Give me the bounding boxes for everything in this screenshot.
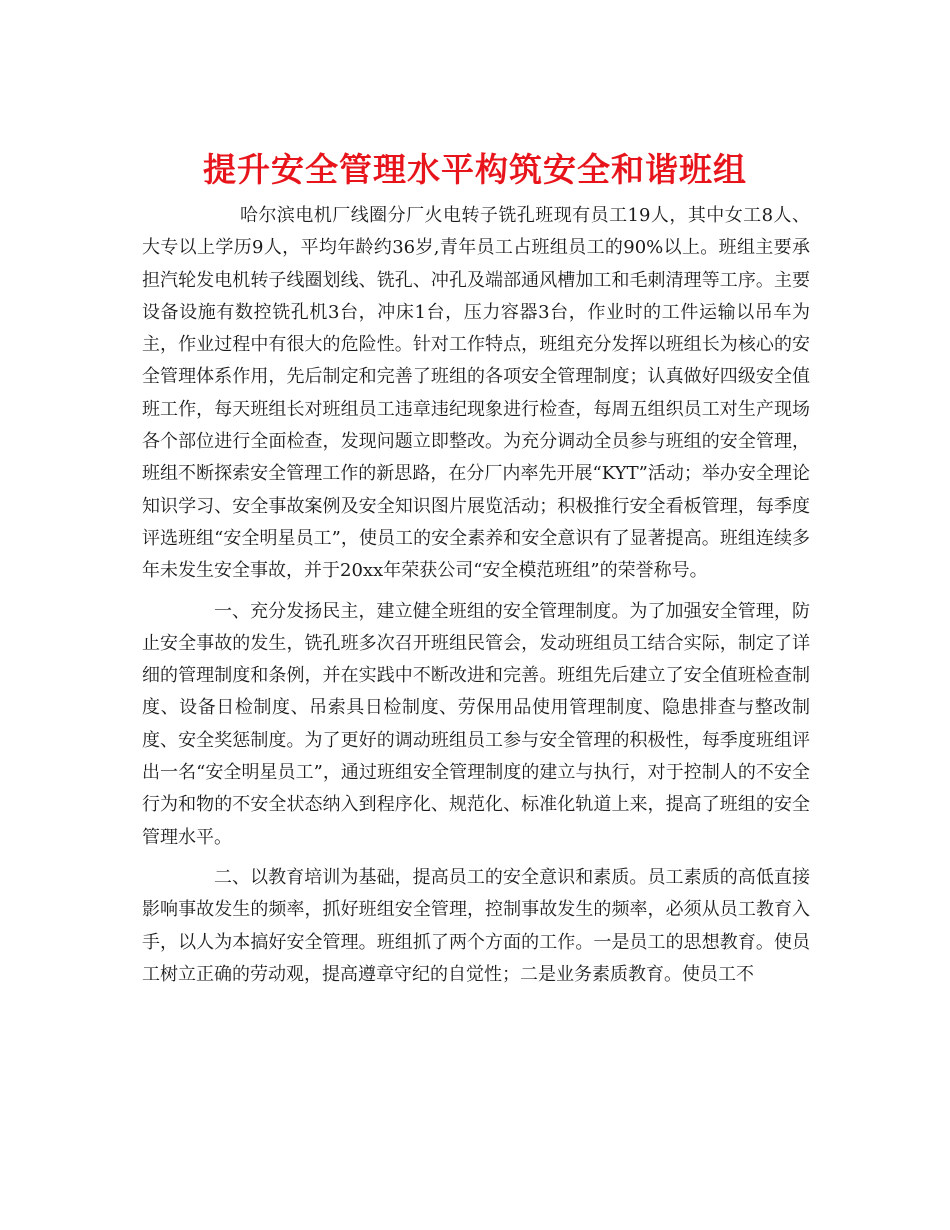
paragraph-intro: 哈尔滨电机厂线圈分厂火电转子铣孔班现有员工19人，其中女工8人、大专以上学历9人，平均年龄约36岁,青年员工占班组员工的90%以上。班组主要承担汽轮发电机转子线圈划线、铣孔、冲孔及端部通风槽加工和毛刺清理等工序。主要设备设施有数控铣孔机3台，冲床1台，压力容器3台，作业时的工件运输以吊车为主，作业过程中有很大的危险性。针对工作特点，班组充分发挥以班组长为核心的安全管理体系作用，先后制定和完善了班组的各项安全管理制度；认真做好四级安全值班工作，每天班组长对班组员工违章违纪现象进行检查，每周五组织员工对生产现场各个部位进行全面检查，发现问题立即整改。为充分调动全员参与班组的安全管理，班组不断探索安全管理工作的新思路，在分厂内率先开展“KYT”活动；举办安全理论知识学习、安全事故案例及安全知识图片展览活动；积极推行安全看板管理，每季度评选班组“安全明星员工”，使员工的安全素养和安全意识有了显著提高。班组连续多年未发生安全事故，并于20xx年荣获公司“安全模范班组”的荣誉称号。 — [142, 205, 810, 582]
document-title: 提升安全管理水平构筑安全和谐班组 — [203, 150, 747, 190]
paragraph-section-2: 二、以教育培训为基础，提高员工的安全意识和素质。员工素质的高低直接影响事故发生的频率，抓好班组安全管理，控制事故发生的频率，必须从员工教育入手，以人为本搞好安全管理。班组抓了两个方面的工作。一是员工的思想教育。使员工树立正确的劳动观，提高遵章守纪的自觉性；二是业务素质教育。使员工不 — [142, 866, 810, 985]
document-body — [142, 200, 810, 991]
paragraph-section-1: 一、充分发扬民主，建立健全班组的安全管理制度。为了加强安全管理，防止安全事故的发生，铣孔班多次召开班组民管会，发动班组员工结合实际，制定了详细的管理制度和条例，并在实践中不断改进和完善。班组先后建立了安全值班检查制度、设备日检制度、吊索具日检制度、劳保用品使用管理制度、隐患排查与整改制度、安全奖惩制度。为了更好的调动班组员工参与安全管理的积极性，每季度班组评出一名“安全明星员工”，通过班组安全管理制度的建立与执行，对于控制人的不安全行为和物的不安全状态纳入到程序化、规范化、标准化轨道上来，提高了班组的安全管理水平。 — [142, 600, 810, 848]
